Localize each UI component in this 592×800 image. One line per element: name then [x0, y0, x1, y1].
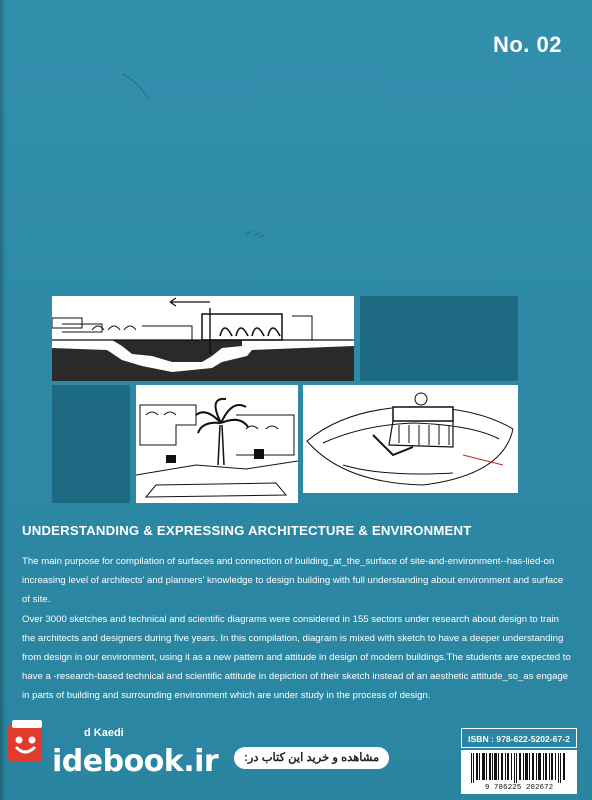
courtyard-sketch	[136, 385, 298, 503]
watermark-tagline: مشاهده و خرید این کتاب در:	[234, 747, 389, 769]
description-paragraph-1: The main purpose for compilation of surfaces and connection of building_at_the_surface of site-and-environment--has-lied-on increasing level of architects' and planners' knowledge to design building with full understanding about environment and surface of site.	[22, 556, 564, 606]
book-face-icon[interactable]	[6, 718, 44, 764]
cover-scratch-mark	[244, 226, 268, 242]
sketch-panel-pavilion	[303, 385, 518, 493]
cover-heading: UNDERSTANDING & EXPRESSING ARCHITECTURE & ENVIRONMENT	[22, 523, 472, 538]
cover-scratch-mark	[120, 72, 160, 102]
barcode-bars	[461, 750, 577, 783]
isbn-label: ISBN : 978-622-5202-67-2	[461, 728, 577, 748]
section-sketch	[52, 296, 354, 381]
sketch-panel-courtyard	[136, 385, 298, 503]
dark-color-block	[52, 385, 130, 503]
watermark-brand-link[interactable]: idebook.ir	[52, 744, 219, 779]
isbn-barcode	[461, 750, 577, 794]
volume-number: No. 02	[492, 32, 562, 57]
pavilion-sketch	[303, 385, 518, 493]
author-name: d Kaedi	[84, 727, 124, 739]
barcode-digits: 9 786225 202672	[484, 784, 554, 792]
description-paragraph-2: Over 3000 sketches and technical and scientific diagrams were considered in 155 sectors under research about design to train the architects and designers during five years. In this compilation, diagram is mixed with sketch to have a deeper understanding from design in our environment, using it as a new pattern and attitude in design of modern buildings.The students are expected to have a -research-based technical and scientific attitude in depiction of their sketch instead of an aesthetic attitude_so_as engage in parts of building and surrounding environment which are under study in the process of design.	[22, 613, 571, 702]
spine-shadow	[0, 0, 6, 800]
sketch-panel-section	[52, 296, 354, 381]
dark-color-block	[360, 296, 518, 381]
cover-description	[22, 552, 572, 706]
